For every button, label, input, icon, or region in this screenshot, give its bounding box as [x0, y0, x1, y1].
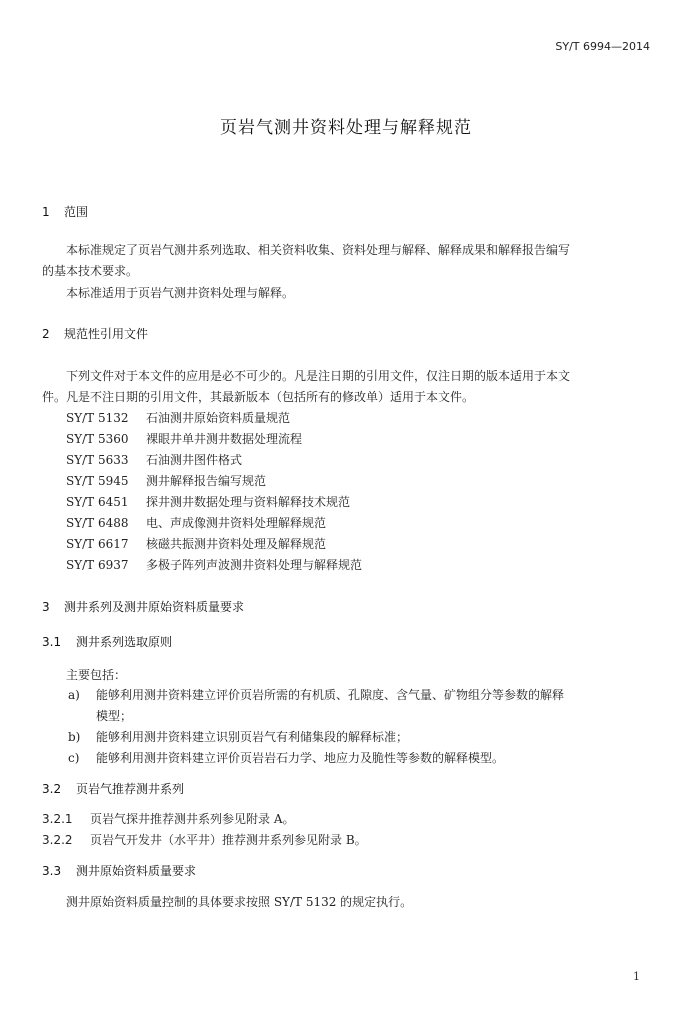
clause-number: 3.2.2 — [42, 833, 73, 847]
reference-code: SY/T 6937 — [66, 558, 129, 572]
reference-item — [66, 430, 302, 447]
clause-text: 页岩气开发井（水平井）推荐测井系列参见附录 B。 — [90, 833, 367, 847]
list-item-label: a) — [68, 688, 80, 702]
reference-item — [66, 556, 362, 573]
clause-text: 页岩气探井推荐测井系列参见附录 A。 — [90, 812, 295, 826]
reference-item — [66, 472, 266, 489]
reference-code: SY/T 5132 — [66, 411, 129, 425]
subsection-number: 3.1 — [42, 635, 62, 649]
list-item-continuation: 模型； — [96, 709, 133, 723]
list-item-label: b) — [68, 730, 81, 744]
reference-code: SY/T 5360 — [66, 432, 129, 446]
clause-item — [42, 831, 367, 848]
standard-code: SY/T 6994—2014 — [555, 40, 650, 53]
section-number: 1 — [42, 205, 50, 219]
section-1-heading — [42, 203, 88, 220]
page-number: 1 — [633, 970, 640, 983]
subsection-3-3-heading — [42, 862, 196, 879]
document-title: 页岩气测井资料处理与解释规范 — [220, 118, 472, 138]
subsection-title: 测井原始资料质量要求 — [76, 864, 197, 878]
paragraph-line: 的基本技术要求。 — [42, 264, 139, 278]
list-intro: 主要包括： — [66, 668, 127, 682]
reference-title: 多极子阵列声波测井资料处理与解释规范 — [146, 558, 363, 572]
subsection-3-1-heading — [42, 633, 172, 650]
reference-code: SY/T 5633 — [66, 453, 129, 467]
section-number: 2 — [42, 327, 50, 341]
section-title: 范围 — [64, 205, 89, 219]
reference-item — [66, 409, 290, 426]
subsection-title: 页岩气推荐测井系列 — [76, 782, 185, 796]
paragraph-line: 件。凡是不注日期的引用文件，其最新版本（包括所有的修改单）适用于本文件。 — [42, 390, 475, 404]
reference-title: 裸眼井单井测井数据处理流程 — [146, 432, 303, 446]
list-item — [68, 749, 504, 766]
reference-item — [66, 535, 326, 552]
section-3-heading — [42, 598, 244, 615]
list-item-text: 能够利用测井资料建立评价页岩岩石力学、地应力及脆性等参数的解释模型。 — [96, 751, 505, 765]
reference-title: 石油测井图件格式 — [146, 453, 243, 467]
list-item — [68, 728, 408, 745]
reference-title: 电、声成像测井资料处理解释规范 — [146, 516, 327, 530]
section-2-heading — [42, 325, 148, 342]
reference-code: SY/T 5945 — [66, 474, 129, 488]
reference-title: 石油测井原始资料质量规范 — [146, 411, 291, 425]
reference-item — [66, 514, 326, 531]
reference-title: 核磁共振测井资料处理及解释规范 — [146, 537, 327, 551]
reference-code: SY/T 6451 — [66, 495, 129, 509]
reference-item — [66, 493, 350, 510]
list-item-label: c) — [68, 751, 80, 765]
list-item-text: 能够利用测井资料建立识别页岩气有利储集段的解释标准； — [96, 730, 409, 744]
section-title: 规范性引用文件 — [64, 327, 149, 341]
list-item — [68, 686, 564, 703]
reference-item — [66, 451, 242, 468]
reference-code: SY/T 6617 — [66, 537, 129, 551]
paragraph-line: 本标准规定了页岩气测井系列选取、相关资料收集、资料处理与解释、解释成果和解释报告编写 — [66, 243, 571, 257]
subsection-number: 3.3 — [42, 864, 62, 878]
clause-item — [42, 810, 294, 827]
clause-number: 3.2.1 — [42, 812, 73, 826]
list-item-text: 能够利用测井资料建立评价页岩所需的有机质、孔隙度、含气量、矿物组分等参数的解释 — [96, 688, 565, 702]
subsection-number: 3.2 — [42, 782, 62, 796]
paragraph-line: 下列文件对于本文件的应用是必不可少的。凡是注日期的引用文件，仅注日期的版本适用于本文 — [66, 369, 571, 383]
reference-title: 探井测井数据处理与资料解释技术规范 — [146, 495, 351, 509]
paragraph: 测井原始资料质量控制的具体要求按照 SY/T 5132 的规定执行。 — [66, 895, 413, 909]
section-title: 测井系列及测井原始资料质量要求 — [64, 600, 245, 614]
reference-code: SY/T 6488 — [66, 516, 129, 530]
reference-title: 测井解释报告编写规范 — [146, 474, 267, 488]
subsection-title: 测井系列选取原则 — [76, 635, 173, 649]
paragraph: 本标准适用于页岩气测井资料处理与解释。 — [66, 286, 295, 300]
section-number: 3 — [42, 600, 50, 614]
subsection-3-2-heading — [42, 780, 184, 797]
